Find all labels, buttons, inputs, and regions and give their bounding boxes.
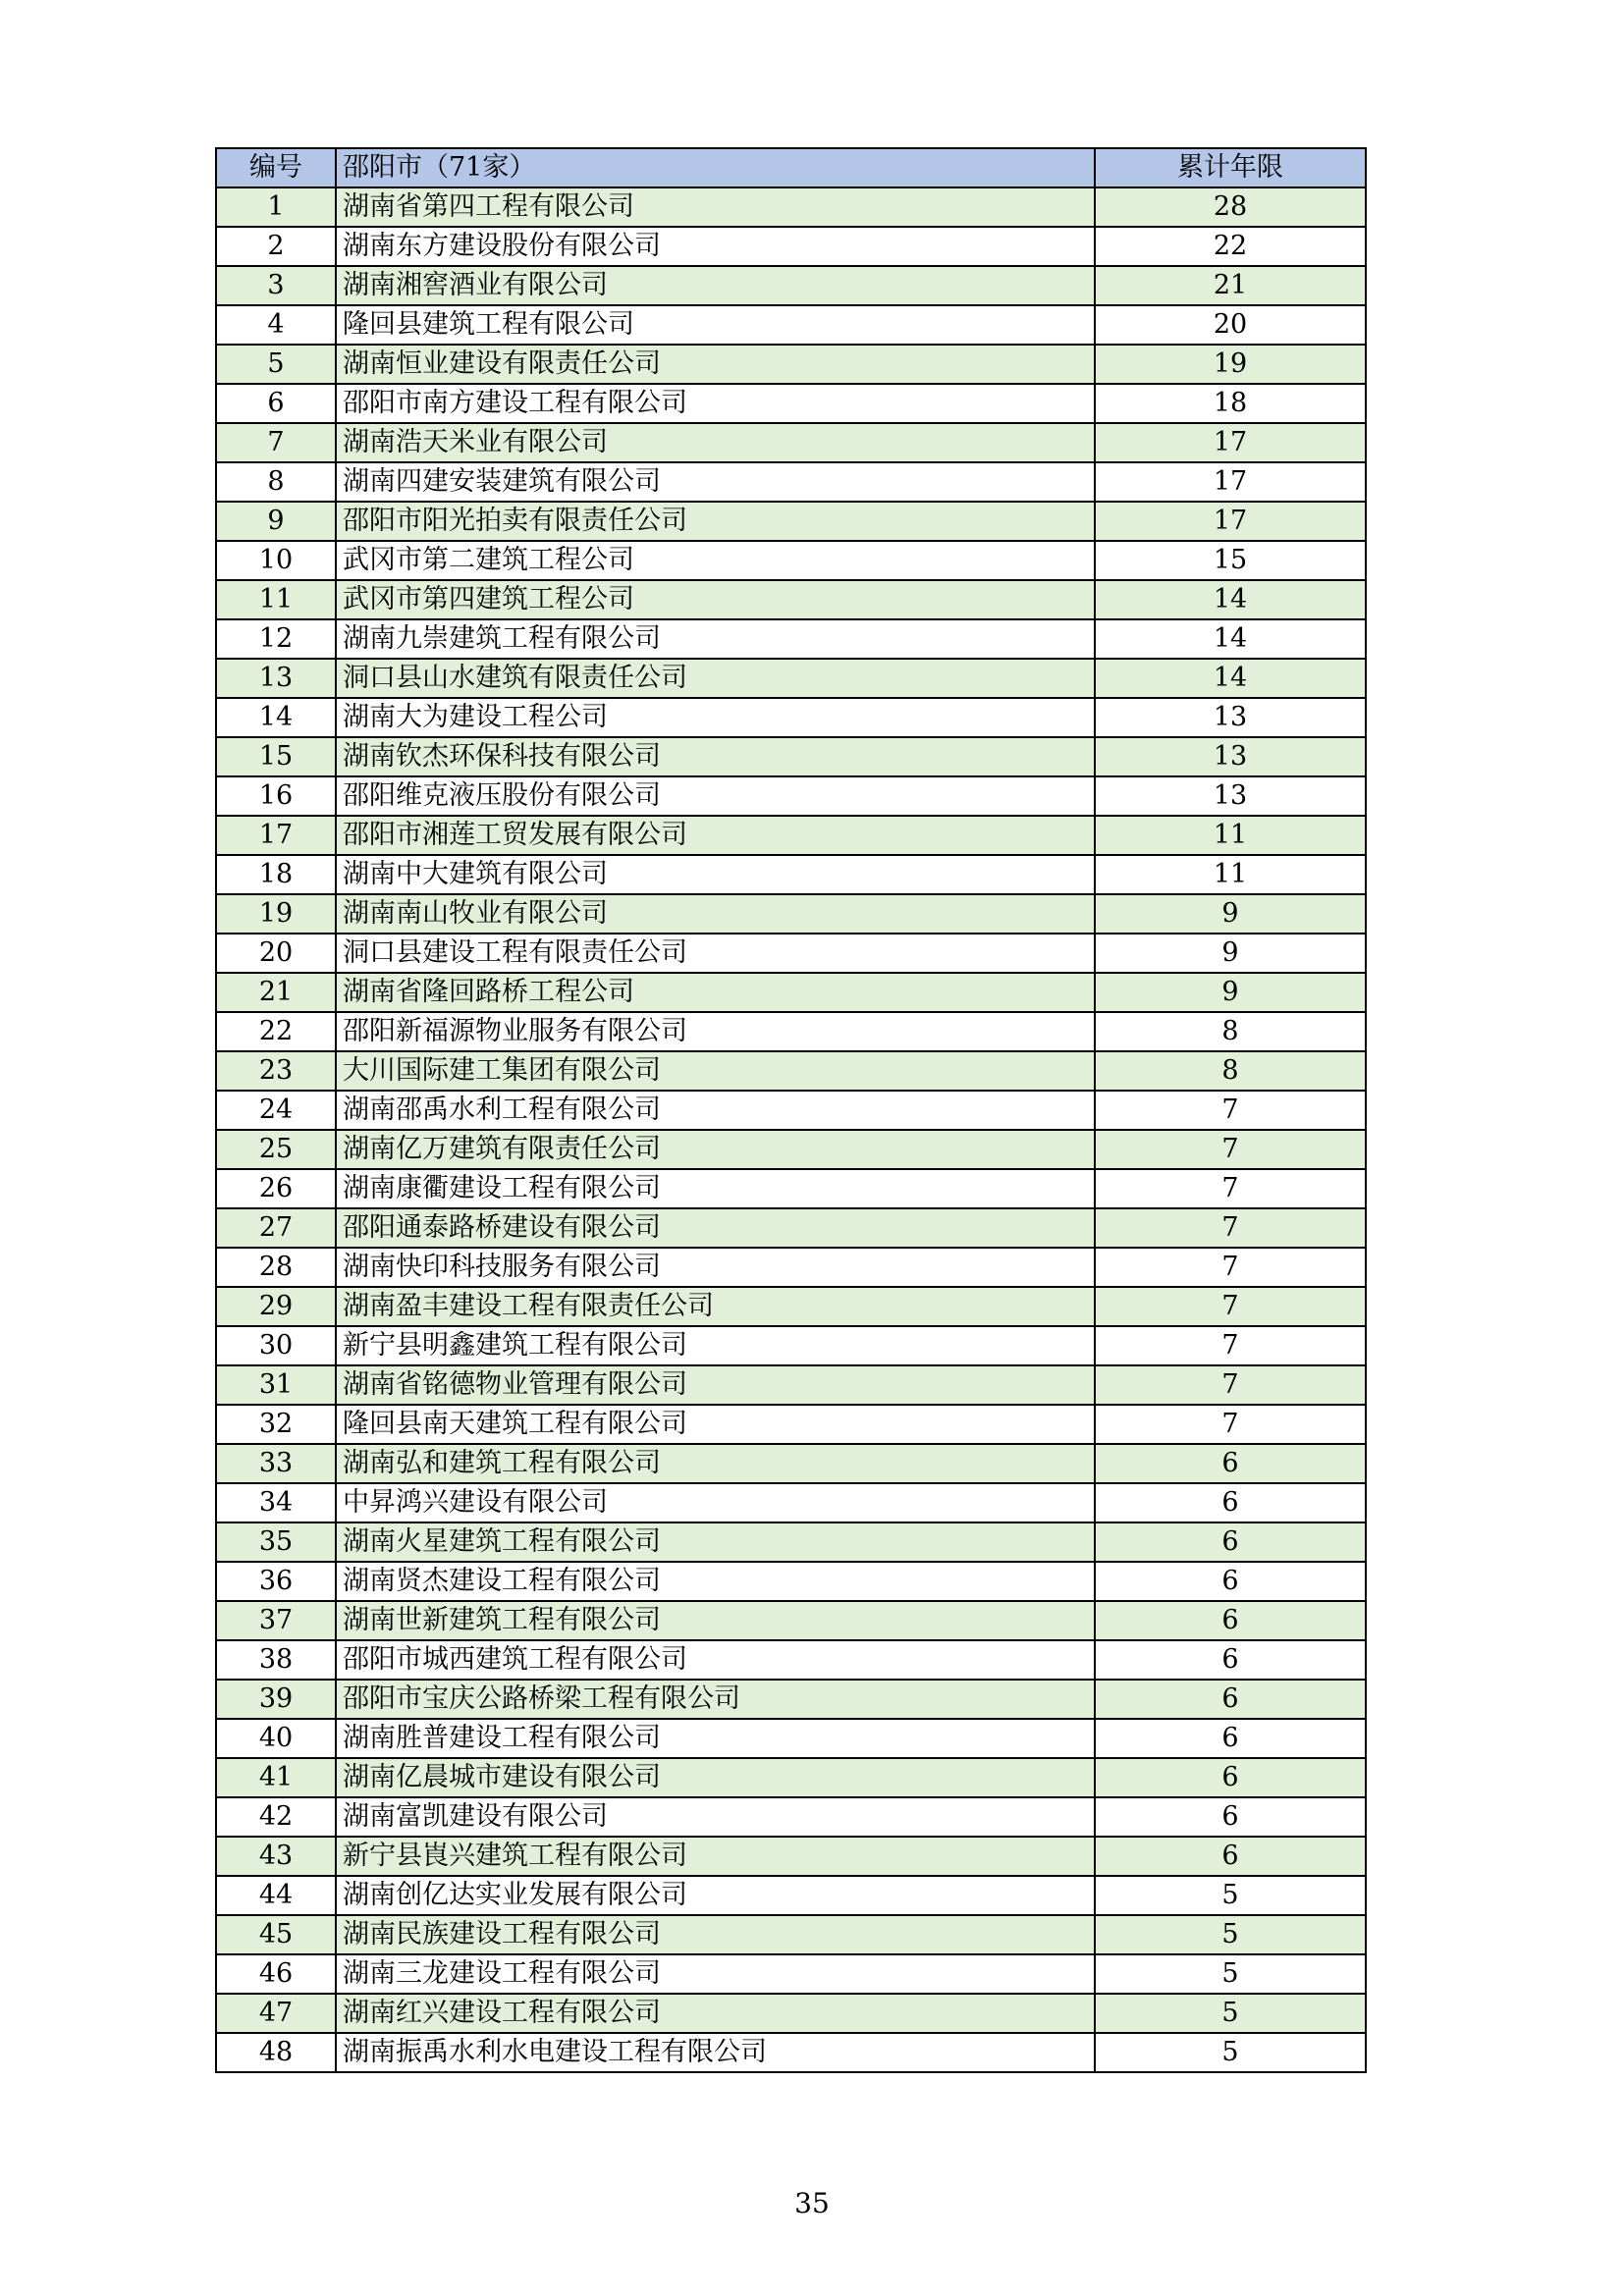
company-name-cell: 邵阳市宝庆公路桥梁工程有限公司 <box>336 1680 1095 1719</box>
row-number-cell: 38 <box>216 1640 336 1680</box>
row-number-cell: 47 <box>216 1994 336 2033</box>
company-name-cell: 湖南民族建设工程有限公司 <box>336 1915 1095 1954</box>
table-row <box>216 973 1366 1012</box>
cumulative-years-cell: 7 <box>1095 1169 1366 1208</box>
row-number-cell: 41 <box>216 1758 336 1797</box>
cumulative-years-cell: 5 <box>1095 1954 1366 1994</box>
table-row <box>216 580 1366 619</box>
table-row <box>216 698 1366 737</box>
row-number-cell: 18 <box>216 855 336 894</box>
company-name-cell: 湖南创亿达实业发展有限公司 <box>336 1876 1095 1915</box>
cumulative-years-cell: 14 <box>1095 619 1366 659</box>
table-row <box>216 855 1366 894</box>
company-name-cell: 湖南贤杰建设工程有限公司 <box>336 1562 1095 1601</box>
cumulative-years-cell: 11 <box>1095 855 1366 894</box>
row-number-cell: 7 <box>216 423 336 462</box>
row-number-cell: 2 <box>216 227 336 266</box>
cumulative-years-cell: 22 <box>1095 227 1366 266</box>
table-row <box>216 1640 1366 1680</box>
cumulative-years-cell: 6 <box>1095 1522 1366 1562</box>
header-company-name: 邵阳市（71家） <box>336 148 1095 187</box>
table-row <box>216 816 1366 855</box>
company-name-cell: 邵阳通泰路桥建设有限公司 <box>336 1208 1095 1248</box>
company-name-cell: 湖南四建安装建筑有限公司 <box>336 462 1095 502</box>
row-number-cell: 42 <box>216 1797 336 1837</box>
row-number-cell: 26 <box>216 1169 336 1208</box>
header-number: 编号 <box>216 148 336 187</box>
cumulative-years-cell: 13 <box>1095 737 1366 776</box>
row-number-cell: 1 <box>216 187 336 227</box>
cumulative-years-cell: 6 <box>1095 1680 1366 1719</box>
table-row <box>216 894 1366 934</box>
cumulative-years-cell: 6 <box>1095 1483 1366 1522</box>
table-row <box>216 345 1366 384</box>
cumulative-years-cell: 5 <box>1095 1915 1366 1954</box>
company-name-cell: 洞口县山水建筑有限责任公司 <box>336 659 1095 698</box>
table-row <box>216 1954 1366 1994</box>
table-row <box>216 1797 1366 1837</box>
company-name-cell: 新宁县明鑫建筑工程有限公司 <box>336 1326 1095 1365</box>
table-row <box>216 1405 1366 1444</box>
table-row <box>216 502 1366 541</box>
row-number-cell: 46 <box>216 1954 336 1994</box>
table-row <box>216 1287 1366 1326</box>
cumulative-years-cell: 14 <box>1095 659 1366 698</box>
row-number-cell: 25 <box>216 1130 336 1169</box>
company-name-cell: 邵阳市阳光拍卖有限责任公司 <box>336 502 1095 541</box>
cumulative-years-cell: 17 <box>1095 462 1366 502</box>
table-row <box>216 541 1366 580</box>
table-row <box>216 384 1366 423</box>
table-row <box>216 1326 1366 1365</box>
company-name-cell: 新宁县崀兴建筑工程有限公司 <box>336 1837 1095 1876</box>
cumulative-years-cell: 21 <box>1095 266 1366 305</box>
row-number-cell: 39 <box>216 1680 336 1719</box>
table-row <box>216 305 1366 345</box>
company-name-cell: 湖南九崇建筑工程有限公司 <box>336 619 1095 659</box>
table-row <box>216 1365 1366 1405</box>
row-number-cell: 13 <box>216 659 336 698</box>
company-name-cell: 湖南大为建设工程公司 <box>336 698 1095 737</box>
company-name-cell: 湖南钦杰环保科技有限公司 <box>336 737 1095 776</box>
company-name-cell: 湖南南山牧业有限公司 <box>336 894 1095 934</box>
table-row <box>216 1758 1366 1797</box>
company-name-cell: 湖南湘窖酒业有限公司 <box>336 266 1095 305</box>
table-row <box>216 266 1366 305</box>
cumulative-years-cell: 13 <box>1095 698 1366 737</box>
company-name-cell: 邵阳新福源物业服务有限公司 <box>336 1012 1095 1051</box>
company-name-cell: 湖南东方建设股份有限公司 <box>336 227 1095 266</box>
company-name-cell: 邵阳维克液压股份有限公司 <box>336 776 1095 816</box>
company-name-cell: 湖南世新建筑工程有限公司 <box>336 1601 1095 1640</box>
table-row <box>216 737 1366 776</box>
row-number-cell: 8 <box>216 462 336 502</box>
cumulative-years-cell: 28 <box>1095 187 1366 227</box>
cumulative-years-cell: 14 <box>1095 580 1366 619</box>
cumulative-years-cell: 6 <box>1095 1797 1366 1837</box>
row-number-cell: 4 <box>216 305 336 345</box>
row-number-cell: 11 <box>216 580 336 619</box>
row-number-cell: 45 <box>216 1915 336 1954</box>
company-name-cell: 湖南振禹水利水电建设工程有限公司 <box>336 2033 1095 2072</box>
row-number-cell: 35 <box>216 1522 336 1562</box>
table-row <box>216 1522 1366 1562</box>
table-row <box>216 1208 1366 1248</box>
company-name-cell: 湖南胜普建设工程有限公司 <box>336 1719 1095 1758</box>
row-number-cell: 17 <box>216 816 336 855</box>
table-row <box>216 1444 1366 1483</box>
table-row <box>216 1483 1366 1522</box>
cumulative-years-cell: 7 <box>1095 1208 1366 1248</box>
row-number-cell: 43 <box>216 1837 336 1876</box>
table-row <box>216 619 1366 659</box>
row-number-cell: 27 <box>216 1208 336 1248</box>
row-number-cell: 28 <box>216 1248 336 1287</box>
row-number-cell: 29 <box>216 1287 336 1326</box>
cumulative-years-cell: 17 <box>1095 502 1366 541</box>
company-name-cell: 中昇鸿兴建设有限公司 <box>336 1483 1095 1522</box>
row-number-cell: 33 <box>216 1444 336 1483</box>
cumulative-years-cell: 7 <box>1095 1248 1366 1287</box>
cumulative-years-cell: 6 <box>1095 1758 1366 1797</box>
table-row <box>216 1994 1366 2033</box>
company-name-cell: 湖南省铭德物业管理有限公司 <box>336 1365 1095 1405</box>
company-name-cell: 湖南中大建筑有限公司 <box>336 855 1095 894</box>
cumulative-years-cell: 7 <box>1095 1405 1366 1444</box>
table-row <box>216 2033 1366 2072</box>
table-row <box>216 227 1366 266</box>
cumulative-years-cell: 18 <box>1095 384 1366 423</box>
company-name-cell: 湖南邵禹水利工程有限公司 <box>336 1091 1095 1130</box>
table-row <box>216 1719 1366 1758</box>
row-number-cell: 37 <box>216 1601 336 1640</box>
company-table <box>215 147 1367 2073</box>
page-number: 35 <box>794 2187 830 2219</box>
row-number-cell: 34 <box>216 1483 336 1522</box>
company-name-cell: 湖南富凯建设有限公司 <box>336 1797 1095 1837</box>
table-row <box>216 1091 1366 1130</box>
row-number-cell: 14 <box>216 698 336 737</box>
cumulative-years-cell: 6 <box>1095 1719 1366 1758</box>
cumulative-years-cell: 6 <box>1095 1562 1366 1601</box>
row-number-cell: 40 <box>216 1719 336 1758</box>
table-row <box>216 423 1366 462</box>
cumulative-years-cell: 6 <box>1095 1444 1366 1483</box>
table-row <box>216 1837 1366 1876</box>
cumulative-years-cell: 5 <box>1095 1876 1366 1915</box>
cumulative-years-cell: 8 <box>1095 1051 1366 1091</box>
row-number-cell: 19 <box>216 894 336 934</box>
cumulative-years-cell: 7 <box>1095 1365 1366 1405</box>
company-name-cell: 湖南三龙建设工程有限公司 <box>336 1954 1095 1994</box>
company-name-cell: 湖南弘和建筑工程有限公司 <box>336 1444 1095 1483</box>
row-number-cell: 3 <box>216 266 336 305</box>
table-row <box>216 1915 1366 1954</box>
cumulative-years-cell: 9 <box>1095 973 1366 1012</box>
cumulative-years-cell: 5 <box>1095 1994 1366 2033</box>
company-name-cell: 武冈市第二建筑工程公司 <box>336 541 1095 580</box>
row-number-cell: 30 <box>216 1326 336 1365</box>
header-cumulative-years: 累计年限 <box>1095 148 1366 187</box>
row-number-cell: 36 <box>216 1562 336 1601</box>
row-number-cell: 16 <box>216 776 336 816</box>
company-name-cell: 湖南康衢建设工程有限公司 <box>336 1169 1095 1208</box>
table-row <box>216 462 1366 502</box>
company-name-cell: 邵阳市湘莲工贸发展有限公司 <box>336 816 1095 855</box>
cumulative-years-cell: 15 <box>1095 541 1366 580</box>
row-number-cell: 48 <box>216 2033 336 2072</box>
table-row <box>216 1130 1366 1169</box>
row-number-cell: 21 <box>216 973 336 1012</box>
company-name-cell: 湖南火星建筑工程有限公司 <box>336 1522 1095 1562</box>
table-row <box>216 1248 1366 1287</box>
cumulative-years-cell: 7 <box>1095 1326 1366 1365</box>
row-number-cell: 5 <box>216 345 336 384</box>
company-name-cell: 湖南盈丰建设工程有限责任公司 <box>336 1287 1095 1326</box>
cumulative-years-cell: 8 <box>1095 1012 1366 1051</box>
cumulative-years-cell: 13 <box>1095 776 1366 816</box>
company-name-cell: 湖南快印科技服务有限公司 <box>336 1248 1095 1287</box>
table-row <box>216 776 1366 816</box>
cumulative-years-cell: 9 <box>1095 934 1366 973</box>
row-number-cell: 12 <box>216 619 336 659</box>
table-header-row <box>216 148 1366 187</box>
row-number-cell: 31 <box>216 1365 336 1405</box>
cumulative-years-cell: 7 <box>1095 1287 1366 1326</box>
table-row <box>216 1169 1366 1208</box>
row-number-cell: 24 <box>216 1091 336 1130</box>
cumulative-years-cell: 19 <box>1095 345 1366 384</box>
row-number-cell: 44 <box>216 1876 336 1915</box>
company-name-cell: 湖南亿万建筑有限责任公司 <box>336 1130 1095 1169</box>
row-number-cell: 32 <box>216 1405 336 1444</box>
company-name-cell: 湖南省隆回路桥工程公司 <box>336 973 1095 1012</box>
company-name-cell: 武冈市第四建筑工程公司 <box>336 580 1095 619</box>
row-number-cell: 9 <box>216 502 336 541</box>
table-row <box>216 1601 1366 1640</box>
cumulative-years-cell: 6 <box>1095 1601 1366 1640</box>
company-name-cell: 洞口县建设工程有限责任公司 <box>336 934 1095 973</box>
table-row <box>216 659 1366 698</box>
company-name-cell: 湖南亿晨城市建设有限公司 <box>336 1758 1095 1797</box>
row-number-cell: 15 <box>216 737 336 776</box>
row-number-cell: 6 <box>216 384 336 423</box>
cumulative-years-cell: 6 <box>1095 1837 1366 1876</box>
row-number-cell: 22 <box>216 1012 336 1051</box>
cumulative-years-cell: 9 <box>1095 894 1366 934</box>
company-name-cell: 湖南省第四工程有限公司 <box>336 187 1095 227</box>
table-row <box>216 1051 1366 1091</box>
cumulative-years-cell: 6 <box>1095 1640 1366 1680</box>
row-number-cell: 10 <box>216 541 336 580</box>
company-name-cell: 隆回县南天建筑工程有限公司 <box>336 1405 1095 1444</box>
table-row <box>216 187 1366 227</box>
table-row <box>216 934 1366 973</box>
cumulative-years-cell: 11 <box>1095 816 1366 855</box>
company-name-cell: 湖南红兴建设工程有限公司 <box>336 1994 1095 2033</box>
company-name-cell: 湖南恒业建设有限责任公司 <box>336 345 1095 384</box>
row-number-cell: 23 <box>216 1051 336 1091</box>
cumulative-years-cell: 17 <box>1095 423 1366 462</box>
table-row <box>216 1562 1366 1601</box>
company-name-cell: 邵阳市城西建筑工程有限公司 <box>336 1640 1095 1680</box>
cumulative-years-cell: 5 <box>1095 2033 1366 2072</box>
table-row <box>216 1680 1366 1719</box>
cumulative-years-cell: 20 <box>1095 305 1366 345</box>
company-name-cell: 邵阳市南方建设工程有限公司 <box>336 384 1095 423</box>
company-name-cell: 湖南浩天米业有限公司 <box>336 423 1095 462</box>
row-number-cell: 20 <box>216 934 336 973</box>
cumulative-years-cell: 7 <box>1095 1091 1366 1130</box>
company-name-cell: 大川国际建工集团有限公司 <box>336 1051 1095 1091</box>
cumulative-years-cell: 7 <box>1095 1130 1366 1169</box>
table-row <box>216 1876 1366 1915</box>
table-row <box>216 1012 1366 1051</box>
company-name-cell: 隆回县建筑工程有限公司 <box>336 305 1095 345</box>
